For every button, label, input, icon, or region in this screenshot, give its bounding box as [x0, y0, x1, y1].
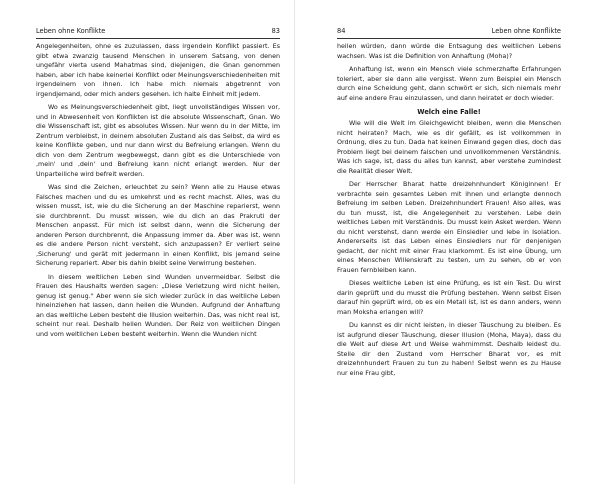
right-page-body [337, 42, 561, 378]
left-page [0, 0, 290, 484]
left-page-number: 83 [271, 27, 280, 35]
paragraph: Anhaftung ist, wenn ein Mensch viele schmerzhafte Erfahrungen toleriert, aber sie dann alle vergisst. Wenn zum Beispiel ein Mensch durch eine Scheidung geht, dann schwört er sich, sich niemals mehr auf eine andere Frau einzulassen, und dann heiratet er doch wieder. [337, 66, 561, 102]
right-running-title: Leben ohne Konflikte [491, 27, 561, 35]
left-page-body [36, 42, 280, 339]
section-heading: Welch eine Falle! [417, 108, 481, 116]
paragraph: Angelegenheiten, ohne es zuzulassen, dass irgendein Konflikt passiert. Es gibt etwa zwanzig tausend Menschen in unserem Satsang, von denen ungefähr vierta usend Mahatmas sind, diejenigen, die Gnan genommen haben, aber ich habe keinerlei Konflikt oder Meinungsverschiedenheiten mit irgendeinem von ihnen. Ich habe mich niemals abgetrennt von irgendjemand, oder mich anders gesehen. Ich halte Einheit mit jedem. [36, 43, 280, 98]
paragraph: Wo es Meinungsverschiedenheit gibt, liegt unvollständiges Wissen vor, und in Abwesenheit von Konflikten ist die absolute Wissenschaft, Gnan. Wo die Wissenschaft ist, gibt es absolutes Wissen. Nur wenn du in der Mitte, im Zentrum verbleibst, in deinem absoluten Zustand als das Selbst, da wird es keine Konflikte geben, und nur dann wirst du Befreiung erlangen. Wenn du dich von dem Zentrum wegbewegst, dann gibt es die Unterschiede von ‚mein' und ‚dein' und Befreiung kann nicht erlangt werden. Nur der Unparteiliche wird befreit werden. [36, 104, 280, 178]
page-gutter [294, 0, 295, 484]
paragraph: Du kannst es dir nicht leisten, in dieser Täuschung zu bleiben. Es ist aufgrund dieser Täuschung, dieser Illusion (Moha, Maya), dass du die Welt auf diese Art und Weise wahrnimmst. Deshalb leidest du. Stelle dir den Zustand vom Herrscher Bharat vor, es mit dreizehnhundert Frauen zu tun zu haben! Selbst wenn es zu Hause nur eine Frau gibt, [337, 322, 561, 377]
right-page-header [337, 0, 561, 39]
left-page-header [36, 0, 280, 39]
right-page-number: 84 [337, 27, 346, 35]
paragraph: Der Herrscher Bharat hatte dreizehnhundert Königinnen! Er verbrachte sein gesamtes Leben mit ihnen und erlangte dennoch Befreiung im selben Leben. Dreizehnhundert Frauen! Also alles, was du tun musst, ist, die Angelegenheit zu verstehen. Lebe dein weltliches Leben mit Verständnis. Du musst kein Asket werden. Wenn du nicht verstehst, dann werde ein Einsiedler und lebe in Isolation. Andererseits ist das Leben eines Einsiedlers nur für denjenigen gedacht, der nicht mit einer Frau klarkommt. Es ist eine Übung, um eines Menschen Willenskraft zu testen, um zu sehen, ob er von Frauen fernbleiben kann. [337, 181, 561, 274]
paragraph: Was sind die Zeichen, erleuchtet zu sein? Wenn alle zu Hause etwas Falsches machen und du es umkehrst und es recht machst. Alles, was du wissen musst, ist, wie du die Sicherung an der Maschine reparierst, wenn sie durchbrennt. Du musst wissen, wie du dich an das Prakruti der Menschen anpasst. Für mich ist selbst dann, wenn die Sicherung der anderen Person durchbrennt, die Anpassung immer da. Aber was ist, wenn es die andere Person nicht versteht, sich anzupassen? Er verliert seine ‚Sicherung' und gerät mit jedermann in einen Konflikt, bis jemand seine Sicherung repariert. Aber bis dahin bleibt seine Verwirrung bestehen. [36, 184, 280, 267]
paragraph: Wie will die Welt im Gleichgewicht bleiben, wenn die Menschen nicht heiraten? Mach, wie es dir gefällt, es ist vollkommen in Ordnung, dies zu tun. Dada hat keinen Einwand gegen dies, doch das Problem liegt bei deinem falschen und unvollkommenen Verständnis. Was ich sage, ist, dass du alles tun kannst, aber verstehe zumindest die Realität dieser Welt. [337, 120, 561, 175]
right-page [300, 0, 599, 484]
paragraph: Dieses weltliche Leben ist eine Prüfung, es ist ein Test. Du wirst darin geprüft und du musst die Prüfung bestehen. Wenn selbst Eisen darauf hin geprüft wird, ob es ein Metall ist, ist es dann anders, wenn man Moksha erlangen will? [337, 280, 561, 316]
paragraph: heilen würden, dann würde die Entsagung des weltlichen Lebens wachsen. Was ist die Definition von Anhaftung (Moha)? [337, 43, 561, 60]
left-running-title: Leben ohne Konflikte [36, 27, 106, 35]
paragraph: In diesem weltlichen Leben sind Wunden unvermeidbar. Selbst die Frauen des Haushalts werden sagen: „Diese Verletzung wird nicht heilen, genug ist genug." Aber wenn sie sich wieder zurück in das weltliche Leben hineinziehen hat lassen, dann heilen die Wunden. Aufgrund der Anhaftung an das weltliche Leben besteht die Illusion weiterhin. Das, was nicht real ist, scheint nur real. Deshalb heilen Wunden. Der Reiz von weltlichen Dingen und vom weltlichen Leben besteht weiterhin. Wenn die Wunden nicht [36, 273, 280, 338]
